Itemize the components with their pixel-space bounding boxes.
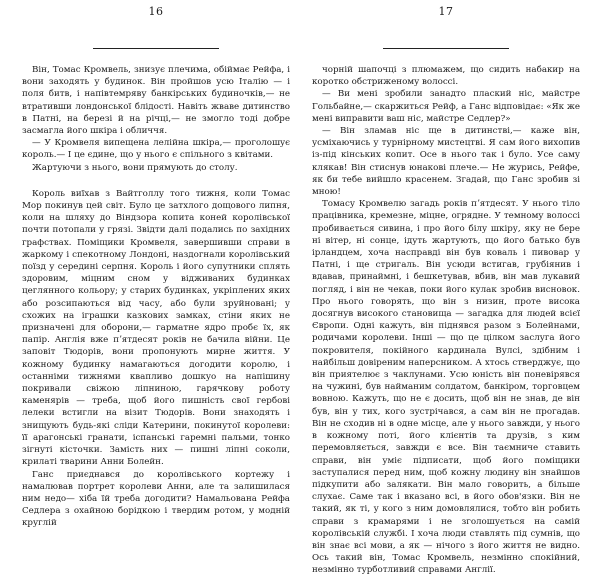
- paragraph: чорній шапочці з плюмажем, що сидить набакир на коротко обстриженому волоссі.: [312, 65, 580, 88]
- paragraph: — У Кромвеля випещена лелійна шкіра,— проголошує король.— І це єдине, що у нього є спільного з квітами.: [22, 138, 290, 161]
- paragraph: Він, Томас Кромвель, знизує плечима, обіймає Рейфа, і вони заходять у будинок. Він пройшов усю Італію — і поля битв, і напівтемряву банкірських будиночків,— не втративши лондонської блідості. Навіть жваве дитинство в Патні, на березі й на річці,— не змогло тоді добре засмагла його шкіра і обличчя.: [22, 65, 290, 137]
- right-page-text: [312, 64, 580, 577]
- left-page: [22, 0, 290, 529]
- paragraph: Король виїхав з Вайтголлу того тижня, коли Томас Мор покинув цей світ. Було це затхлого дощового липня, коли на шляху до Віндзора копита коней королівської почти потопали у грязі. Звідти далі подались по західних графствах. Поміщики Кромвеля, завершивши справи в жаркому і спекотному Лондоні, наздогнали королівський поїзд у середині серпня. Король і його супутники сплять здоровим, міцним сном у відживаних будинках цеглянного кольору; у старих будинках, укріплених яких або розсипаються від часу, або були зруйновані; у схожих на іграшки казкових замках, стіни яких не призначені для оборони,— гарматне ядро пробє їх, як папір. Англія вже пʼятдесят років не бачила війни. Це заповіт Тюдорів, вони пропонують мирне життя. У кожному будинку намагаються догодити королю, і останніми тижнями квапливо дошкуо на напішину покривали свіжою ліпниною, гарячкову роботу каменярів — треба, щоб його пишність свої гербові лелеки встигли на візит Тюдорів. Вони знаходять і знищують будь-які сліди Катерини, покинутої королеви: її арагонські гранати, іспанські гаремні пальми, тонко зігнуті кісточки. Замість них — пишні ліпні соколи, крилаті тварини Анни Болейн.: [22, 188, 290, 468]
- paragraph: Жартуючи з нього, вони прямують до столу.: [32, 162, 238, 173]
- paragraph: — Ви мені зробили занадто плаский ніс, майстре Гольбайне,— скаржиться Рейф, а Ганс відповідає: «Як же мені виправити ваш ніс, майстре Седлер?»: [312, 89, 580, 124]
- paragraph: Ганс приєднався до королівського кортежу і намалював портрет королеви Анни, але та залишилася ним недо— хіба їй треба догодити? Намальована Рейфа Седлера з охайною борідкою і твердим ротом, у модній круглій: [22, 469, 290, 529]
- header-rule-right: [383, 48, 509, 49]
- left-page-text: [22, 64, 290, 530]
- right-page: [312, 0, 580, 576]
- paragraph: Томасу Кромвелю загадь років пʼятдесят. У нього тіло працівника, кремезне, міцне, огрядне. У темному волоссі пробивається сивина, і про його білу шкіру, яку не бере ні вітер, ні сонце, ідуть жартують, що його батько був ірландцем, хоча насправді він був коваль і пивовар у Патні, і ще стригаль. Він усюди встигав, грубіянив і вдавав, принаймні, і бешкетував, вбив, він мав лукавий погляд, і він не чекав, поки його кулак зробив висновок. Про нього говорять, що він з низин, проте висока досягнув високого становища — загадка для людей всієї Європи. Одні кажуть, він піднявся разом з Болейнами, родичами королеви. Інші — що це цілком заслуга його покровителя, покійного кардинала Вулсі, здібним і найбільш довіреним наперсником. А хтось стверджує, що він приятелює з чаклунами. Усю юність він поневірявся на чужині, був найманим солдатом, банкіром, торговцем вовною. Кажуть, що не є досить, щоб він не знав, де він був, він у тих, кого зустрічався, а сам він не прогадав. Він не сходив ні в одне місце, але у нього завжди, у нього в кожному поті, його клієнтів та друзів, з ким перемовляється, завжди є все. Він таємниче ставить справи, він уміє підписати, щоб його поміщики заступалися перед ним, щоб кожну людину він знайшов підкупити або залякати. Він мало говорить, а більше слухає. Саме так і вказано всі, в його обов'язки. Він не такий, як ті, у кого з ним домовлялися, тобто він робить справи з крамарями і не зголошується на самій королівській службі. І хоча люди ставлять під сумнів, що він знає всі мови, а як — нічого з його життя не видно. Ось такий він, Томас Кромвель, незмінно спокійний, незмінно турботливий справами Англії.: [312, 199, 580, 576]
- page-number-right: 17: [438, 5, 454, 18]
- paragraph: — Він зламав ніс ще в дитинстві,— каже він, усміхаючись у турнірному мистецтві. Я сам його вихопив із-під кінських копит. Осе в нього так і було. Усе саму клякав! Він стиснув юнакові плече.— Не журись, Рейфе, як би тебе вийшло красенем. Згадай, що Ганс зробив зі мною!: [312, 126, 580, 198]
- page-number-left: 16: [148, 5, 164, 18]
- header-rule-left: [93, 48, 219, 49]
